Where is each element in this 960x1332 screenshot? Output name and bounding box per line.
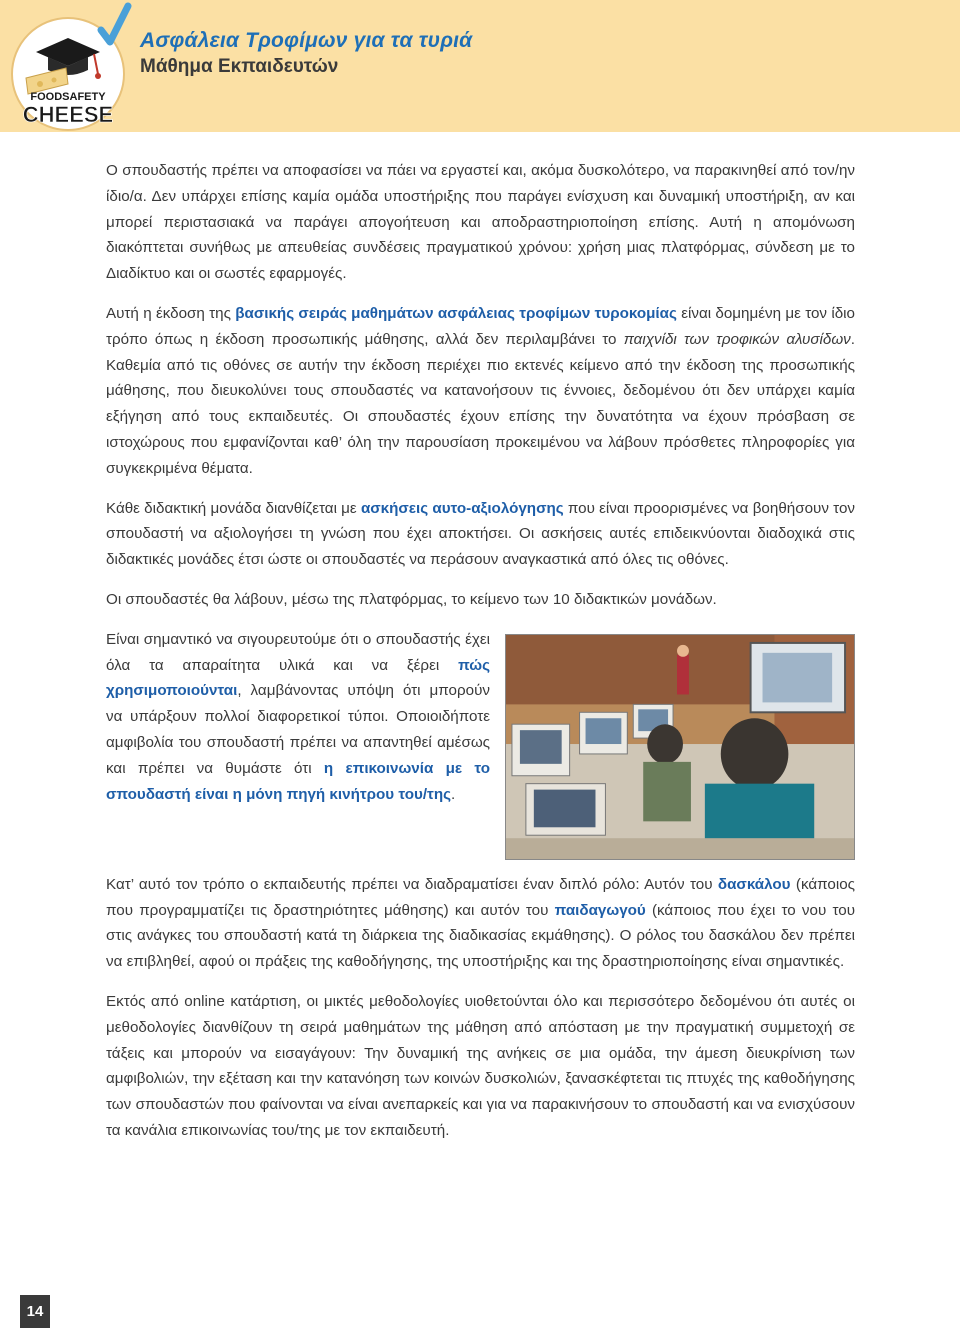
highlight-pedagogue: παιδαγωγού: [554, 901, 646, 919]
paragraph-5: Είναι σημαντικό να σιγουρευτούμε ότι ο σπουδαστής έχει όλα τα απαραίτητα υλικά και να ξέρει πώς χρησιμοποιούνται, λαμβάνοντας υπόψη ότι μπορούν να υπάρξουν πολλοί διαφορετικοί τύποι. Οποιοιδήποτε αμφιβολία του σπουδαστή πρέπει να απαντηθεί αμέσως και πρέπει να θυμάστε ότι η επικοινωνία με το σπουδαστή είναι η μόνη πηγή κινήτρου του/της.: [106, 630, 490, 803]
photo-block: [106, 627, 855, 860]
header-title: Ασφάλεια Τροφίμων για τα τυριά: [140, 29, 473, 52]
highlight-teacher: δασκάλου: [717, 875, 791, 893]
page-number: 14: [20, 1295, 50, 1328]
paragraph-7: Εκτός από online κατάρτιση, οι μικτές μεθοδολογίες υιοθετούνται όλο και περισσότερο δεδομένου ότι αυτές οι μεθοδολογίες διανθίζουν τη σειρά μαθημάτων της μάθηση από απόσταση με την πραγματική συμμετοχή σε τάξεις και μπορούν να εισαγάγουν: Την δυναμική της ανήκεις σε μια ομάδα, την άμεση διευκρίνιση των αμφιβολιών, την εξέταση και την κατανόηση των κοινών δυσκολιών, ξανασκέφτεται τις πτυχές της καθοδήγησης των σπουδαστών που φαίνονται να είναι ανεπαρκείς και για να παρακινήσουν το σπουδαστή και να ενισχύσουν τα κανάλια επικοινωνίας του/της με τον εκπαιδευτή.: [106, 992, 855, 1139]
highlight-how-used: πώς χρησιμοποιούνται: [106, 656, 490, 700]
highlight-self-assessment: ασκήσεις αυτο-αξιολόγησης: [360, 499, 564, 517]
paragraph-2: Αυτή η έκδοση της βασικής σειράς μαθημάτων ασφάλειας τροφίμων τυροκομίας είναι δομημένη με τον ίδιο τρόπο όπως η έκδοση προσωπικής μάθησης, αλλά δεν περιλαμβάνει το παιχνίδι των τροφικών αλυσίδων. Καθεμία από τις οθόνες σε αυτήν την έκδοση περιέχει πιο εκτενές κείμενο από την έκδοση της προσωπικής μάθησης, που διευκολύνει τους σπουδαστές να κατανοήσουν τις έννοιες, δεδομένου ότι δεν υπάρχει καμία εξήγηση από τους εκπαιδευτές. Οι σπουδαστές έχουν επίσης την δυνατότητα να έχουν πρόσβαση σε ιστοχώρους που εμφανίζονται καθ’ όλη την παρουσίαση προκειμένου να λάβουν πρόσθετες πληροφορίες για συγκεκριμένα θέματα.: [106, 304, 855, 477]
logo-text-bottom: CHEESE: [22, 102, 114, 127]
italic-game: παιχνίδι των τροφικών αλυσίδων: [623, 330, 851, 348]
highlight-communication: η επικοινωνία με το σπουδαστή είναι η μόνη πηγή κινήτρου του/της: [106, 759, 490, 803]
paragraph-1: Ο σπουδαστής πρέπει να αποφασίσει να πάει να εργαστεί και, ακόμα δυσκολότερο, να παρακινηθεί από τον/ην ίδιο/α. Δεν υπάρχει επίσης καμία ομάδα υποστήριξης που παράγει ενίσχυση και δυναμική υποστήριξη, αν και μπορεί περιστασιακά να παράγει απογοήτευση και αποδραστηριοποίηση επίσης. Αυτή η απομόνωση διακόπτεται συνήθως με απευθείας συνδέσεις πραγματικού χρόνου: χρήση μιας πλατφόρμας, σύνδεση με το Διαδίκτυο και οι σωστές εφαρμογές.: [106, 162, 855, 283]
foodsafety-cheese-logo: [6, 2, 132, 132]
highlight-course: βασικής σειράς μαθημάτων ασφάλειας τροφίμων τυροκομίας: [235, 304, 677, 322]
header-subtitle: Μάθημα Εκπαιδευτών: [140, 56, 339, 77]
paragraph-6: Κατ’ αυτό τον τρόπο ο εκπαιδευτής πρέπει να διαδραματίσει έναν διπλό ρόλο: Αυτόν του δασκάλου (κάποιος που προγραμματίζει τις δραστηριότητες μάθησης) και αυτόν του παιδαγωγού (κάποιος που έχει το νου του στις ανάγκες του σπουδαστή κατά τη διάρκεια της διαδικασίας εκμάθησης). Ο ρόλος του δασκάλου δεν πρέπει να επιβληθεί, αφού οι πράξεις της καθοδήγησης, της υποστήριξης και της δραστηριοποίησης είναι σημαντικές.: [106, 875, 856, 971]
logo-text-top: FOODSAFETY: [30, 91, 106, 103]
main-content: [106, 158, 855, 1158]
classroom-photo: [505, 634, 855, 860]
paragraph-4: Οι σπουδαστές θα λάβουν, μέσω της πλατφόρμας, το κείμενο των 10 διδακτικών μονάδων.: [106, 590, 717, 608]
paragraph-3: Κάθε διδακτική μονάδα διανθίζεται με ασκήσεις αυτο-αξιολόγησης που είναι προορισμένες να βοηθήσουν τον σπουδαστή να αξιολογήσει τη γνώση που έχει αποκτήσει. Οι ασκήσεις αυτές επιδεικνύονται διαδοχικά στις διδακτικές μονάδες έτσι ώστε οι σπουδαστές να περάσουν αναγκαστικά από όλες τις οθόνες.: [106, 499, 855, 569]
